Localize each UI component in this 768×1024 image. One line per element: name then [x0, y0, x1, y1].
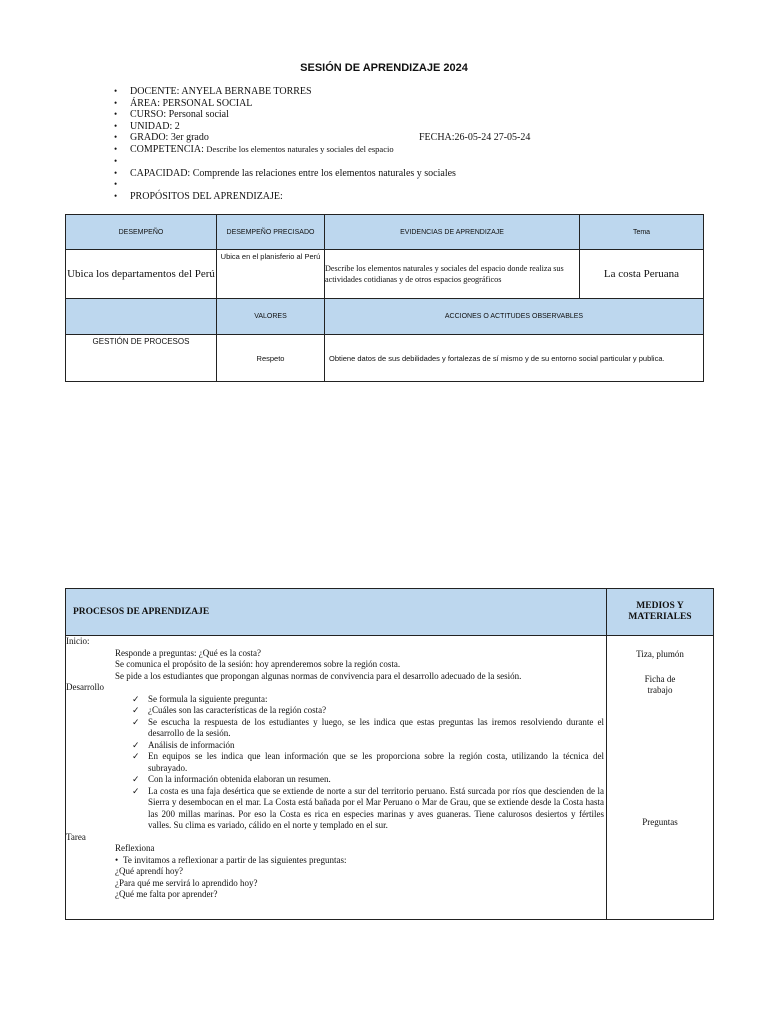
session-info-list — [112, 86, 531, 203]
desarrollo-item: ✓ Análisis de información — [66, 740, 606, 752]
pregunta-item: ¿Qué aprendí hoy? — [115, 866, 183, 876]
header-evidencias: EVIDENCIAS DE APRENDIZAJE — [325, 215, 580, 250]
inicio-line: Se pide a los estudiantes que propongan algunas normas de convivencia para el desarrollo adecuado de la sesión. — [115, 670, 522, 681]
cell-desempeno: Ubica los departamentos del Perú — [66, 250, 217, 299]
desarrollo-item: ✓ En equipos se les indica que lean información que se les proporciona sobre la región costa, utilizando la técnica del subrayado. — [66, 751, 606, 774]
header-tema: Tema — [580, 215, 704, 250]
inicio-label: Inicio: — [66, 636, 90, 646]
header-medios: MEDIOS Y MATERIALES — [607, 589, 714, 636]
cell-gestion: GESTIÓN DE PROCESOS — [66, 335, 217, 382]
desarrollo-item: ✓ Con la información obtenida elaboran un resumen. — [66, 774, 606, 786]
procesos-content — [66, 636, 607, 920]
cell-evidencias: Describe los elementos naturales y sociales del espacio donde realiza sus actividades cotidianas y de otros espacios geográficos — [325, 250, 580, 299]
header-blank — [66, 299, 217, 335]
medios-content — [607, 636, 714, 920]
inicio-line: Se comunica el propósito de la sesión: hoy aprenderemos sobre la región costa. — [115, 659, 401, 669]
desarrollo-item: ✓ Se formula la siguiente pregunta: — [66, 694, 606, 706]
page-title: SESIÓN DE APRENDIZAJE 2024 — [300, 62, 468, 74]
procesos-table — [65, 588, 714, 920]
info-empty-bullet — [112, 156, 456, 168]
info-area: • ÁREA: PERSONAL SOCIAL — [112, 98, 456, 110]
cell-valor: Respeto — [217, 335, 325, 382]
reflexiona-intro: • Te invitamos a reflexionar a partir de las siguientes preguntas: — [66, 855, 606, 867]
cell-tema: La costa Peruana — [580, 250, 704, 299]
competencia-text: Describe los elementos naturales y sociales del espacio — [206, 143, 394, 154]
info-grado — [112, 132, 531, 144]
info-unidad: • UNIDAD: 2 — [112, 121, 456, 133]
info-empty-bullet — [112, 179, 456, 191]
info-capacidad: • CAPACIDAD: Comprende las relaciones entre los elementos naturales y sociales — [112, 168, 456, 180]
header-desempeno: DESEMPEÑO — [66, 215, 217, 250]
desempeno-table — [65, 214, 704, 382]
medio-ficha: Ficha de trabajo — [644, 673, 676, 695]
medio-preguntas: Preguntas — [642, 816, 678, 827]
medio-tiza: Tiza, plumón — [636, 649, 684, 659]
desarrollo-item: ✓ La costa es una faja desértica que se extiende de norte a sur del territorio peruano. Está surcada por ríos que descienden de la Sierra y desembocan en el mar. La Costa está bañada por el Mar Peruano o Mar de Grau, que se extiende desde la Costa hasta las 200 millas marinas. Por eso la Costa es rica en especies marinas y aves guaneras. Tiene calurosos desiertos y fértiles valles. Su clima es variado, cálido en el norte y templado en el sur. — [66, 786, 606, 832]
header-acciones: ACCIONES O ACTITUDES OBSERVABLES — [325, 299, 704, 335]
cell-desempeno-precisado: Ubica en el planisferio al Perú — [217, 250, 325, 299]
info-grado-text: GRADO: 3er grado — [130, 132, 209, 144]
info-curso: • CURSO: Personal social — [112, 109, 456, 121]
header-valores: VALORES — [217, 299, 325, 335]
cell-accion: Obtiene datos de sus debilidades y fortalezas de sí mismo y de su entorno social particular y publica. — [325, 335, 704, 382]
competencia-label: COMPETENCIA: — [130, 143, 204, 155]
desarrollo-item: ✓ ¿Cuáles son las características de la región costa? — [66, 705, 606, 717]
desarrollo-label: Desarrollo — [66, 682, 104, 692]
header-procesos: PROCESOS DE APRENDIZAJE — [66, 589, 607, 636]
info-fecha: FECHA:26-05-24 27-05-24 — [419, 132, 531, 144]
info-competencia — [112, 144, 456, 156]
pregunta-item: ¿Para qué me servirá lo aprendido hoy? — [115, 877, 258, 888]
header-desempeno-precisado: DESEMPEÑO PRECISADO — [217, 215, 325, 250]
info-docente: • DOCENTE: ANYELA BERNABE TORRES — [112, 86, 456, 98]
reflexiona-label: Reflexiona — [115, 843, 155, 853]
info-propositos: • PROPÓSITOS DEL APRENDIZAJE: — [112, 191, 456, 203]
pregunta-item: ¿Qué me falta por aprender? — [115, 889, 218, 899]
tarea-label: Tarea — [66, 831, 86, 842]
inicio-line: Responde a preguntas: ¿Qué es la costa? — [115, 647, 261, 658]
desarrollo-item: ✓ Se escucha la respuesta de los estudiantes y luego, se les indica que estas preguntas las iremos resolviendo durante el desarrollo de la sesión. — [66, 717, 606, 740]
